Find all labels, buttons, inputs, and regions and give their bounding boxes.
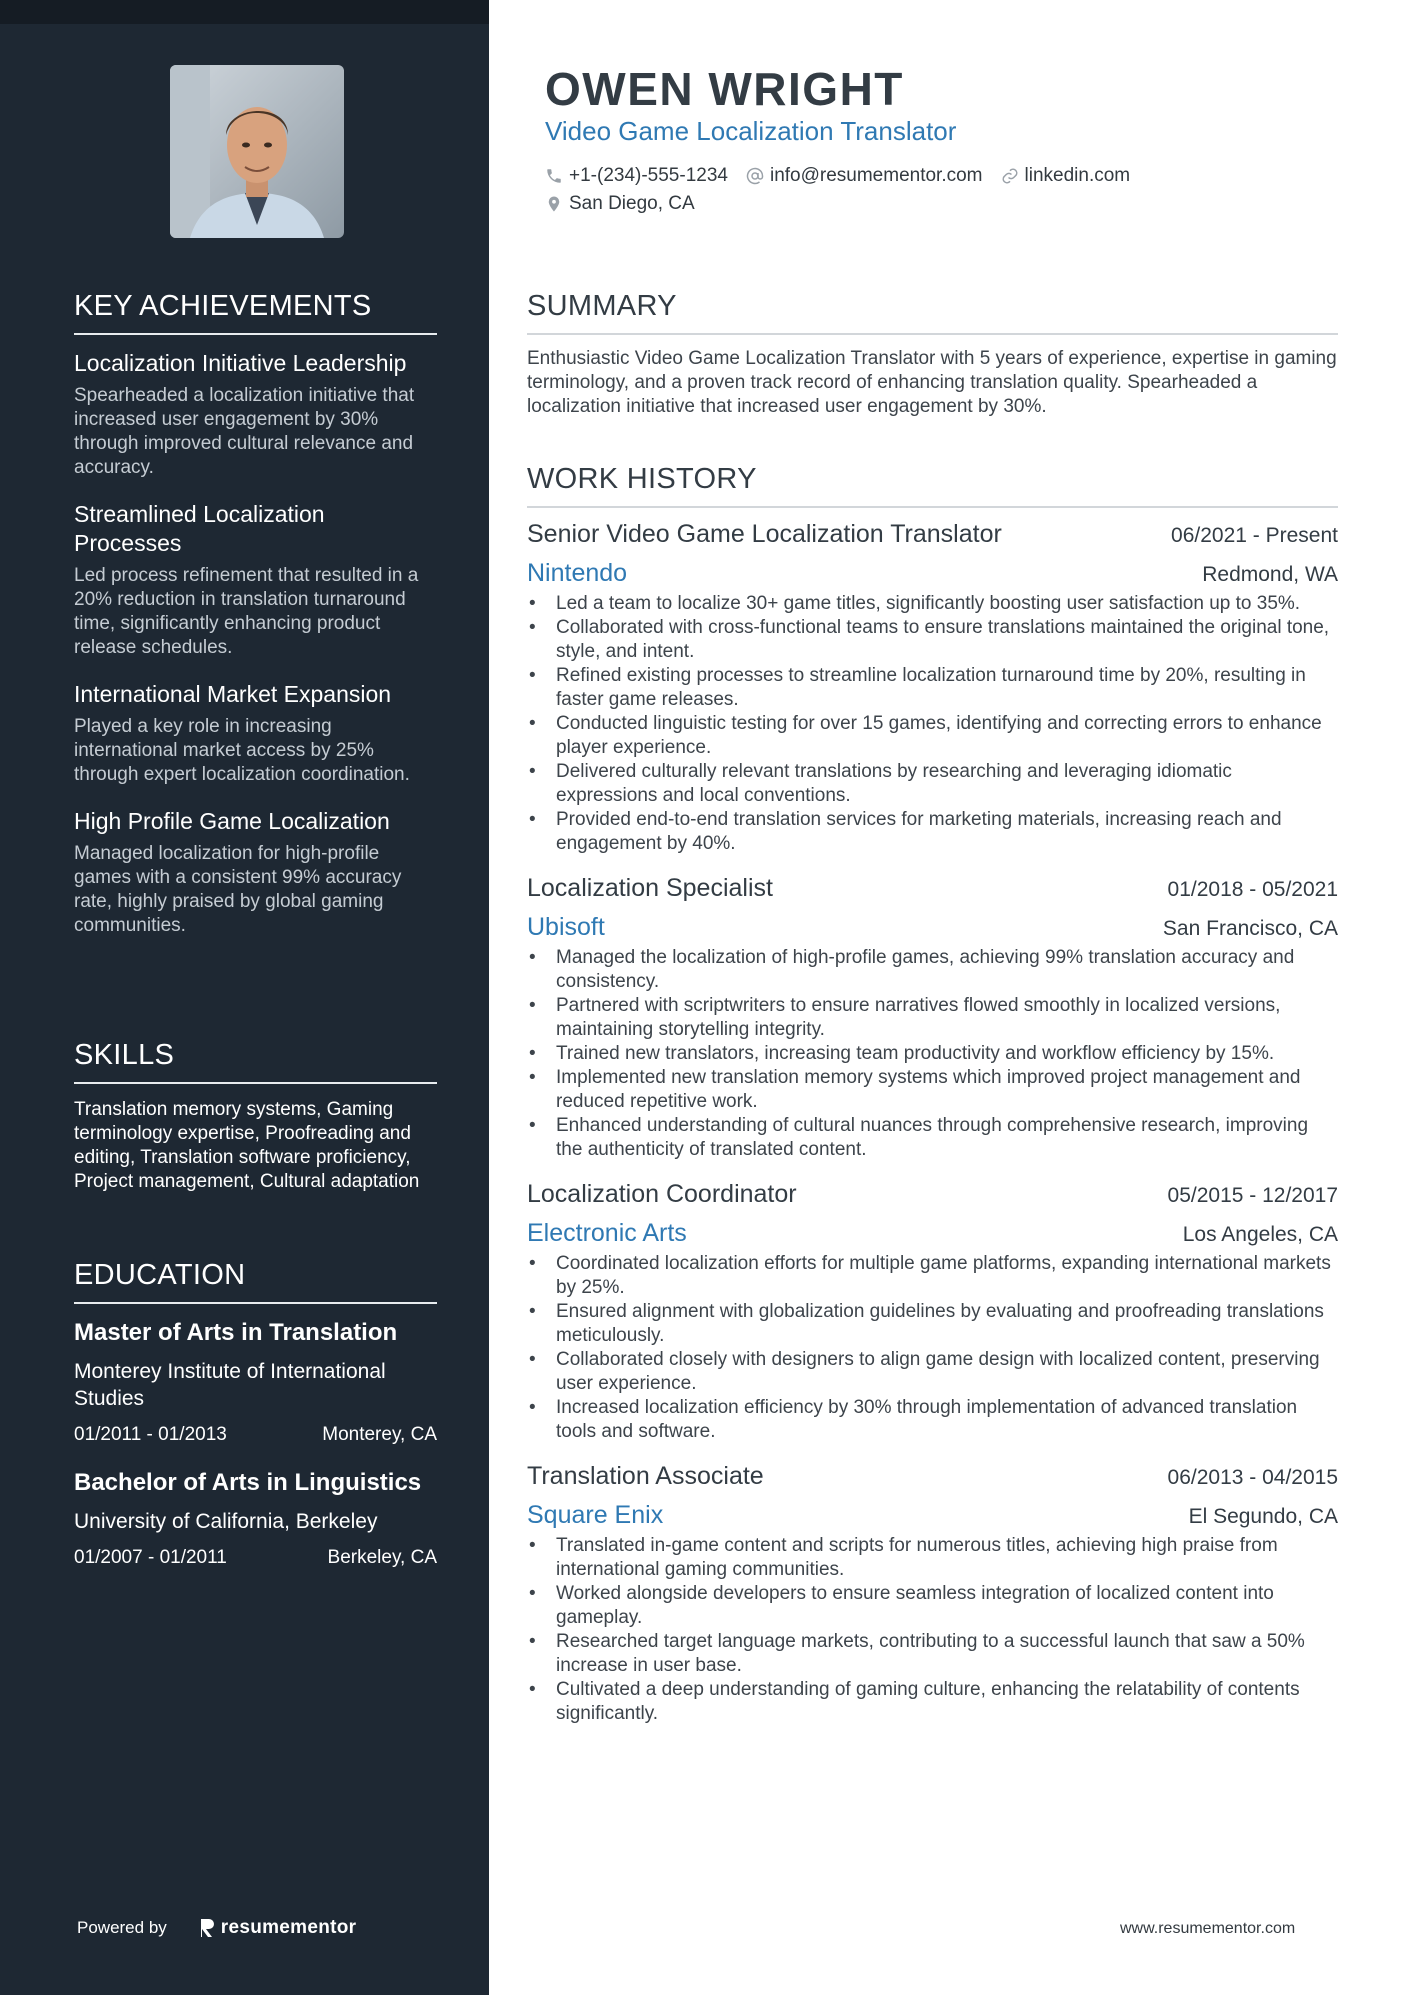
job-entry	[527, 520, 1338, 856]
job-bullet: • Ensured alignment with globalization guidelines by evaluating and proofreading translations meticulously.	[527, 1300, 1338, 1348]
candidate-name: OWEN WRIGHT	[545, 63, 904, 115]
education-location: Monterey, CA	[322, 1424, 437, 1445]
job-bullet: • Implemented new translation memory systems which improved project management and reduced repetitive work.	[527, 1066, 1338, 1114]
job-bullets	[527, 946, 1338, 1162]
job-company: Electronic Arts	[527, 1219, 687, 1247]
job-company: Ubisoft	[527, 913, 605, 941]
contact-linkedin[interactable]	[1001, 165, 1131, 187]
education-school: University of California, Berkeley	[74, 1510, 378, 1533]
job-title: Translation Associate	[527, 1462, 764, 1490]
achievement-title: International Market Expansion	[74, 681, 392, 707]
job-bullet: • Translated in-game content and scripts for numerous titles, achieving high praise from international gaming communities.	[527, 1534, 1338, 1582]
achievement-title: Localization Initiative Leadership	[74, 350, 407, 376]
job-bullet: • Worked alongside developers to ensure seamless integration of localized content into gameplay.	[527, 1582, 1338, 1630]
job-dates: 05/2015 - 12/2017	[1167, 1184, 1338, 1207]
achievement-title: Streamlined Localization Processes	[74, 501, 325, 556]
job-entry	[527, 874, 1338, 1162]
location-text: San Diego, CA	[569, 193, 695, 214]
education-degree: Master of Arts in Translation	[74, 1319, 398, 1346]
achievement-item	[74, 349, 437, 480]
summary-heading: SUMMARY	[527, 290, 1338, 335]
contact-email[interactable]	[746, 165, 983, 187]
job-bullets	[527, 592, 1338, 856]
skills-heading: SKILLS	[74, 1039, 437, 1084]
achievement-description: Spearheaded a localization initiative that increased user engagement by 30% through improved cultural relevance and accuracy.	[74, 385, 415, 478]
job-bullet: • Cultivated a deep understanding of gaming culture, enhancing the relatability of contents significantly.	[527, 1678, 1338, 1726]
skills-section	[74, 1039, 437, 1194]
brand-logo[interactable]	[199, 1917, 357, 1939]
contact-location	[545, 193, 695, 215]
profile-photo	[170, 65, 344, 238]
job-location: Redmond, WA	[1202, 563, 1338, 586]
candidate-title: Video Game Localization Translator	[545, 116, 957, 146]
education-location: Berkeley, CA	[327, 1547, 437, 1568]
job-bullets	[527, 1534, 1338, 1726]
job-location: Los Angeles, CA	[1182, 1223, 1338, 1246]
job-entry	[527, 1462, 1338, 1726]
job-bullet: • Led a team to localize 30+ game titles, significantly boosting user satisfaction up to 35%.	[527, 592, 1338, 616]
email-text: info@resumementor.com	[769, 165, 983, 186]
achievement-item	[74, 807, 437, 938]
job-dates: 06/2021 - Present	[1171, 524, 1338, 547]
job-bullet: • Refined existing processes to streamline localization turnaround time by 20%, resulting in faster game releases.	[527, 664, 1338, 712]
job-bullet: • Collaborated with cross-functional teams to ensure translations maintained the original tone, style, and intent.	[527, 616, 1338, 664]
job-dates: 06/2013 - 04/2015	[1167, 1466, 1338, 1489]
job-bullet: • Provided end-to-end translation services for marketing materials, increasing reach and engagement by 40%.	[527, 808, 1338, 856]
achievements-section	[74, 290, 437, 958]
job-entry	[527, 1180, 1338, 1444]
contact-info	[545, 162, 1185, 218]
skills-list: Translation memory systems, Gaming terminology expertise, Proofreading and editing, Translation software proficiency, Project management, Cultural adaptation	[74, 1099, 420, 1192]
contact-phone[interactable]	[545, 165, 728, 187]
resumementor-logo-icon	[199, 1918, 215, 1938]
job-bullet: • Researched target language markets, contributing to a successful launch that saw a 50% increase in user base.	[527, 1630, 1338, 1678]
job-bullet: • Delivered culturally relevant translations by researching and leveraging idiomatic expressions and local conventions.	[527, 760, 1338, 808]
website-link[interactable]: www.resumementor.com	[1120, 1920, 1296, 1937]
job-bullet: • Partnered with scriptwriters to ensure narratives flowed smoothly in localized versions, maintaining storytelling integrity.	[527, 994, 1338, 1042]
powered-by-label: Powered by	[77, 1918, 167, 1937]
education-dates: 01/2011 - 01/2013	[74, 1424, 227, 1445]
sidebar	[0, 0, 489, 1995]
work-history-heading: WORK HISTORY	[527, 463, 1338, 508]
education-school: Monterey Institute of International Studies	[74, 1360, 386, 1410]
job-title: Senior Video Game Localization Translator	[527, 520, 1002, 548]
achievement-description: Led process refinement that resulted in a 20% reduction in translation turnaround time, significantly enhancing product release schedules.	[74, 565, 419, 658]
education-degree: Bachelor of Arts in Linguistics	[74, 1469, 422, 1496]
education-item	[74, 1318, 437, 1446]
at-icon	[746, 167, 764, 185]
job-title: Localization Specialist	[527, 874, 773, 902]
linkedin-text: linkedin.com	[1024, 165, 1131, 186]
education-item	[74, 1468, 437, 1569]
job-bullet: • Collaborated closely with designers to align game design with localized content, preserving user experience.	[527, 1348, 1338, 1396]
achievement-title: High Profile Game Localization	[74, 808, 390, 834]
job-bullet: • Enhanced understanding of cultural nuances through comprehensive research, improving the authenticity of translated content.	[527, 1114, 1338, 1162]
work-history-section	[527, 463, 1338, 1744]
summary-section	[527, 290, 1338, 419]
job-bullets	[527, 1252, 1338, 1444]
achievement-description: Played a key role in increasing international market access by 25% through expert localization coordination.	[74, 716, 410, 785]
job-location: El Segundo, CA	[1188, 1505, 1338, 1528]
job-location: San Francisco, CA	[1162, 917, 1338, 940]
education-dates: 01/2007 - 01/2011	[74, 1547, 227, 1568]
job-bullet: • Increased localization efficiency by 30% through implementation of advanced translation tools and software.	[527, 1396, 1338, 1444]
job-bullet: • Conducted linguistic testing for over 15 games, identifying and correcting errors to enhance player experience.	[527, 712, 1338, 760]
job-company: Nintendo	[527, 559, 628, 587]
phone-icon	[545, 167, 563, 185]
achievements-heading: KEY ACHIEVEMENTS	[74, 290, 437, 335]
main-content	[489, 0, 1410, 1995]
job-bullet: • Managed the localization of high-profile games, achieving 99% translation accuracy and consistency.	[527, 946, 1338, 994]
job-title: Localization Coordinator	[527, 1180, 797, 1208]
sidebar-top-bar	[0, 0, 489, 24]
job-bullet: • Coordinated localization efforts for multiple game platforms, expanding international markets by 25%.	[527, 1252, 1338, 1300]
achievement-item	[74, 500, 437, 660]
achievement-item	[74, 680, 437, 787]
phone-text: +1-(234)-555-1234	[569, 165, 728, 186]
education-section	[74, 1259, 437, 1591]
summary-text: Enthusiastic Video Game Localization Translator with 5 years of experience, expertise in gaming terminology, and a proven track record of enhancing translation quality. Spearheaded a localization initiative that increased user engagement by 30%.	[527, 348, 1337, 417]
link-icon	[1001, 167, 1019, 185]
job-dates: 01/2018 - 05/2021	[1167, 878, 1338, 901]
location-pin-icon	[545, 195, 563, 213]
education-heading: EDUCATION	[74, 1259, 437, 1304]
job-bullet: • Trained new translators, increasing team productivity and workflow efficiency by 15%.	[527, 1042, 1338, 1066]
powered-by	[77, 1917, 356, 1939]
job-company: Square Enix	[527, 1501, 664, 1529]
achievement-description: Managed localization for high-profile games with a consistent 99% accuracy rate, highly praised by global gaming communities.	[74, 843, 402, 936]
brand-name: resumementor	[220, 1917, 357, 1938]
